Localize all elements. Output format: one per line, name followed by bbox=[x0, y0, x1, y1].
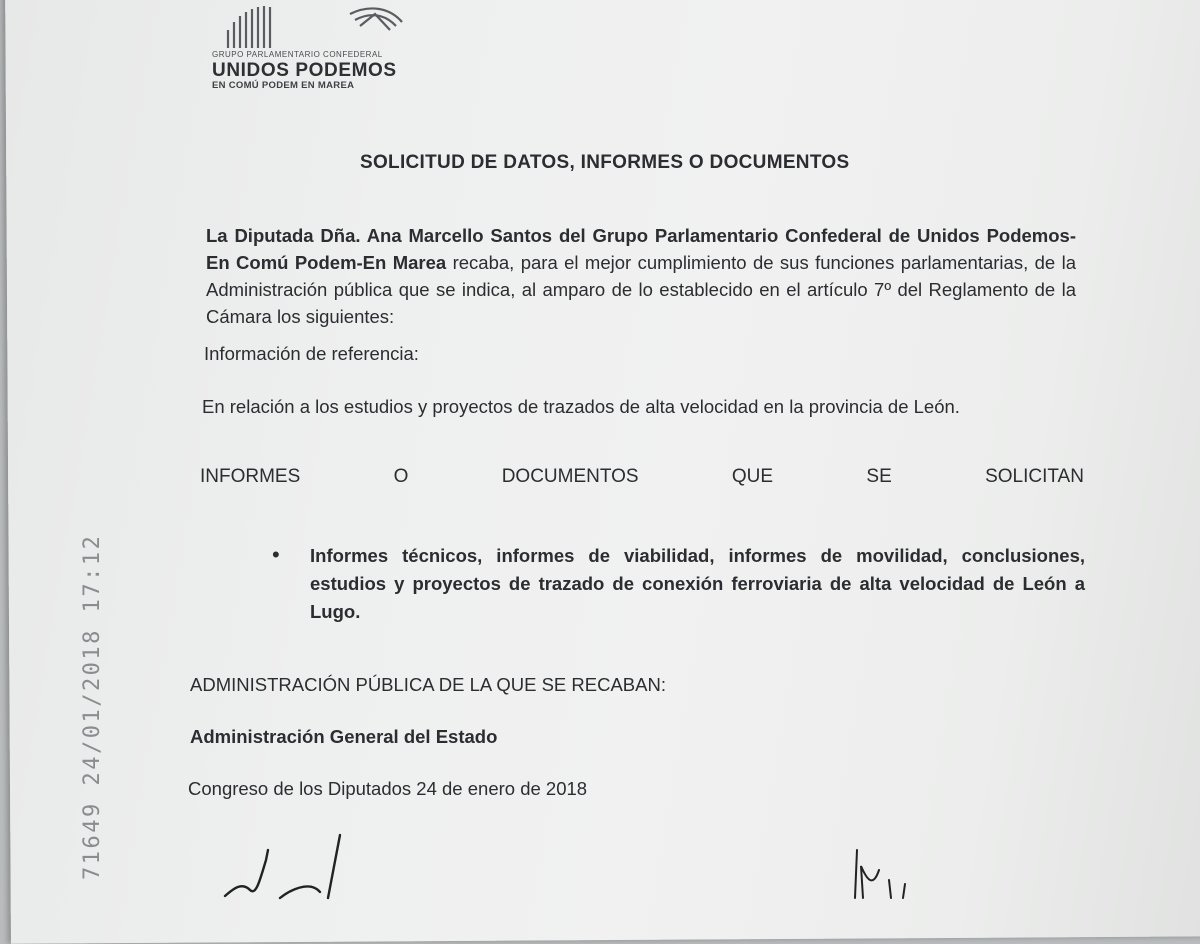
heading-word: O bbox=[393, 466, 409, 487]
intro-body: recaba, para el mejor cumplimiento de sus funciones parlamentarias, de la Administración pública que se indica, al amparo de lo establecido en el artículo 7º del Reglamento de la Cámara los siguientes: bbox=[206, 252, 1076, 327]
place-and-date: Congreso de los Diputados 24 de enero de 2018 bbox=[188, 778, 588, 799]
administration-name: Administración General del Estado bbox=[190, 726, 498, 747]
document-title: SOLICITUD DE DATOS, INFORMES O DOCUMENTOS bbox=[360, 152, 850, 173]
requested-item-text: Informes técnicos, informes de viabilidad, informes de movilidad, conclusiones, estudios y proyectos de trazado de conexión ferroviaria de alta velocidad de León a Lugo. bbox=[310, 545, 1085, 622]
heading-word: DOCUMENTOS bbox=[501, 466, 639, 487]
logo-party-name: UNIDOS PODEMOS bbox=[212, 60, 397, 81]
heading-word: QUE bbox=[731, 466, 774, 487]
signature-icon bbox=[220, 830, 360, 900]
reference-text: En relación a los estudios y proyectos de trazados de alta velocidad en la provincia de León. bbox=[202, 396, 960, 417]
requested-heading bbox=[200, 466, 1084, 488]
reference-label: Información de referencia: bbox=[204, 343, 419, 364]
signature-icon bbox=[845, 840, 915, 900]
heading-word: SOLICITAN bbox=[985, 466, 1084, 487]
heading-word: INFORMES bbox=[200, 466, 301, 487]
logo-coalition-label: EN COMÚ PODEM EN MAREA bbox=[212, 80, 355, 91]
administration-heading: ADMINISTRACIÓN PÚBLICA DE LA QUE SE RECABAN: bbox=[190, 674, 666, 695]
bullet-icon: • bbox=[272, 542, 280, 567]
logo-group-label: GRUPO PARLAMENTARIO CONFEDERAL bbox=[212, 50, 383, 59]
parliament-arc-icon bbox=[210, 0, 410, 50]
registry-stamp: 71649 24/01/2018 17:12 bbox=[80, 533, 105, 880]
party-logo bbox=[200, 0, 420, 96]
heading-word: SE bbox=[866, 466, 892, 487]
intro-paragraph bbox=[206, 222, 1076, 330]
intro-requester: La Diputada Dña. Ana Marcello Santos del Grupo Parlamentario Confederal de Unidos Podemos-En Comú Podem-En Marea bbox=[206, 225, 1076, 273]
